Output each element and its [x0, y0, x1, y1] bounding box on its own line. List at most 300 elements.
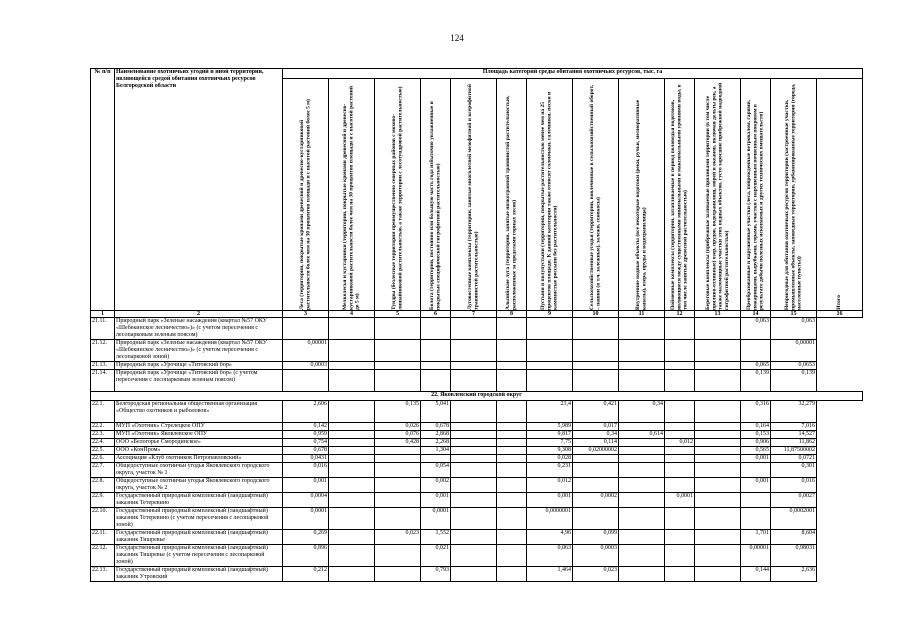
- value-cell: [497, 423, 527, 431]
- row-number: 22.1.: [91, 401, 115, 423]
- value-cell: [329, 530, 375, 545]
- table-row: [91, 431, 863, 439]
- column-number: 3: [283, 311, 329, 318]
- value-cell: [573, 478, 619, 493]
- value-cell: 1,304: [421, 447, 451, 455]
- name-column-header: Наименование охотничьих угодий и иной территории, являющейся средой обитания охотничьих ресурсов Белгородской области: [115, 69, 283, 311]
- value-cell: 0,231: [527, 463, 573, 478]
- row-name: Государственный природный комплексный (ландшафтный) заказник Тишревье: [115, 530, 283, 545]
- value-cell: 5,989: [527, 423, 573, 431]
- value-cell: [451, 370, 497, 392]
- value-cell: [695, 401, 741, 423]
- value-cell: 2,268: [421, 439, 451, 447]
- value-cell: [665, 362, 695, 370]
- value-cell: 0,012: [527, 478, 573, 493]
- category-header-label: Леса (территории, покрытые кронами древесной и древесно-кустарниковой растительности более чем на 30 процентов площади и с высотой растений более 5 м): [299, 99, 312, 310]
- value-cell: 0,0002: [573, 493, 619, 508]
- value-cell: [695, 431, 741, 439]
- column-number: 2: [115, 311, 283, 318]
- table-row: [91, 545, 863, 567]
- value-cell: [451, 423, 497, 431]
- value-cell: [741, 493, 771, 508]
- category-header: [451, 79, 497, 311]
- table-row: [91, 567, 863, 582]
- value-cell: [665, 423, 695, 431]
- value-cell: [619, 530, 665, 545]
- value-cell: [665, 567, 695, 582]
- section-title: 22. Яковлевский городской округ: [91, 392, 863, 401]
- category-header: [497, 79, 527, 311]
- value-cell: [695, 340, 741, 362]
- column-number: 1: [91, 311, 115, 318]
- value-cell: 0,0003: [573, 545, 619, 567]
- value-cell: [375, 362, 421, 370]
- value-cell: [329, 455, 375, 463]
- value-cell: [497, 340, 527, 362]
- column-number: 10: [573, 311, 619, 318]
- value-cell: 0,001: [283, 478, 329, 493]
- value-cell: 0,0653: [771, 362, 817, 370]
- value-cell: 0,678: [421, 423, 451, 431]
- column-number-row: [91, 311, 863, 318]
- value-cell: 2,636: [771, 567, 817, 582]
- table-row: [91, 455, 863, 463]
- value-cell: 0,001: [741, 478, 771, 493]
- value-cell: [695, 463, 741, 478]
- value-cell: [527, 362, 573, 370]
- value-cell: 7,016: [771, 423, 817, 431]
- value-cell: 0,076: [375, 431, 421, 439]
- value-cell: [741, 340, 771, 362]
- category-header-label: Итого: [836, 295, 843, 310]
- value-cell: 0,212: [283, 567, 329, 582]
- value-cell: 0,614: [619, 431, 665, 439]
- category-header: [573, 79, 619, 311]
- value-cell: [451, 530, 497, 545]
- value-cell: [375, 508, 421, 530]
- table-row: [91, 478, 863, 493]
- value-cell: [695, 455, 741, 463]
- value-cell: 0,0001: [421, 508, 451, 530]
- value-cell: 9,308: [527, 447, 573, 455]
- value-cell: [421, 340, 451, 362]
- value-cell: 0,0004: [283, 493, 329, 508]
- value-cell: 0,016: [771, 478, 817, 493]
- value-cell: [665, 478, 695, 493]
- value-cell: 0,00001: [741, 545, 771, 567]
- value-cell: 0,139: [741, 370, 771, 392]
- value-cell: [573, 318, 619, 340]
- category-header: [421, 79, 451, 311]
- value-cell: [329, 508, 375, 530]
- category-header-label: Болота (территории, постоянно или большую часть года избыточно увлажненные и покрытые специфической гигрофитной растительностью): [429, 101, 442, 310]
- value-cell: [527, 318, 573, 340]
- value-cell: 0,065: [741, 362, 771, 370]
- section-row: [91, 392, 863, 401]
- value-cell: [451, 318, 497, 340]
- value-cell: 0,754: [283, 439, 329, 447]
- value-cell: [665, 340, 695, 362]
- value-cell: [375, 545, 421, 567]
- value-cell: [329, 318, 375, 340]
- value-cell: 1,464: [527, 567, 573, 582]
- category-header-label: Пойменные комплексы (территории, затапливаемые в период половодья водотоков, являющиеся между существенными минимальными и максимальными уровнями воды, в том числе занятые древесной растительностью): [670, 84, 689, 310]
- value-cell: [695, 447, 741, 455]
- value-cell: [375, 463, 421, 478]
- column-number: 5: [375, 311, 421, 318]
- row-name: Государственный природный комплексный (ландшафтный) заказник Утровский: [115, 567, 283, 582]
- category-header: [329, 79, 375, 311]
- value-cell: [665, 508, 695, 530]
- value-cell: [329, 362, 375, 370]
- value-cell: 0,142: [283, 423, 329, 431]
- row-name: Общедоступные охотничьи угодья Яковлевского городского округа, участок № 1: [115, 463, 283, 478]
- value-cell: [283, 318, 329, 340]
- value-cell: 0,153: [741, 431, 771, 439]
- value-cell: [573, 463, 619, 478]
- category-header: [665, 79, 695, 311]
- value-cell: [665, 530, 695, 545]
- value-cell: 0,428: [375, 439, 421, 447]
- value-cell: 0,00001: [771, 340, 817, 362]
- value-cell: [451, 508, 497, 530]
- value-cell: [665, 447, 695, 455]
- row-number: 22.4.: [91, 439, 115, 447]
- value-cell: 1,552: [421, 530, 451, 545]
- table-row: [91, 423, 863, 431]
- value-cell: 0,017: [573, 423, 619, 431]
- value-cell: 0,0002001: [771, 508, 817, 530]
- value-cell: [497, 318, 527, 340]
- row-name: МУП «Охотник» Стрелецкое ОПУ: [115, 423, 283, 431]
- value-cell: [695, 567, 741, 582]
- value-cell: [329, 431, 375, 439]
- value-cell: 0,063: [771, 318, 817, 340]
- category-header-label: Пустыни и полупустыни (территории, покрытые растительностью менее чем на 25 процентов площади. К данной категории также относят солончаки, галечники, пески и каменистые россыпи без растительности): [540, 91, 559, 310]
- value-cell: 0,026: [375, 423, 421, 431]
- value-cell: [375, 567, 421, 582]
- category-header: [771, 79, 817, 311]
- value-cell: [497, 439, 527, 447]
- value-cell: 9,817: [527, 431, 573, 439]
- column-number: 16: [817, 311, 863, 318]
- value-cell: 0,114: [573, 439, 619, 447]
- value-cell: 0,021: [421, 545, 451, 567]
- row-number: 21.14.: [91, 370, 115, 392]
- row-name: ООО «КонПром»: [115, 447, 283, 455]
- table-row: [91, 508, 863, 530]
- column-number: 9: [527, 311, 573, 318]
- value-cell: [695, 530, 741, 545]
- value-cell: [451, 431, 497, 439]
- value-cell: [329, 447, 375, 455]
- category-header-label: Мелколесья и кустарники (территории, покрытые кронами древесной и древесно-кустарниковой растительности более чем на 30 процентов площади и с высотой растений до 5 м): [342, 86, 361, 310]
- value-cell: [283, 370, 329, 392]
- value-cell: 0,0000001: [527, 508, 573, 530]
- category-header: [619, 79, 665, 311]
- value-cell: 0,023: [573, 567, 619, 582]
- value-cell: 32,279: [771, 401, 817, 423]
- value-cell: [619, 478, 665, 493]
- value-cell: [451, 478, 497, 493]
- value-cell: 0,139: [771, 370, 817, 392]
- value-cell: 0,34: [573, 431, 619, 439]
- value-cell: 0,02000002: [573, 447, 619, 455]
- value-cell: [451, 340, 497, 362]
- value-cell: 0,002: [421, 478, 451, 493]
- value-cell: [451, 401, 497, 423]
- value-cell: [451, 439, 497, 447]
- row-number: 22.10.: [91, 508, 115, 530]
- row-name: Государственный природный комплексный (ландшафтный) заказник Тишревье (с учетом пересечения с лесопарковой зоной): [115, 545, 283, 567]
- row-number: 22.6.: [91, 455, 115, 463]
- value-cell: [329, 439, 375, 447]
- value-cell: 0,565: [741, 447, 771, 455]
- value-cell: [695, 508, 741, 530]
- category-header-label: Альпийские луга (территории, занятые низкотравной травянистой растительностью, расположенные за пределами горных лесов): [505, 95, 518, 310]
- value-cell: 1,701: [741, 530, 771, 545]
- value-cell: [329, 567, 375, 582]
- value-cell: 2,868: [421, 431, 451, 439]
- value-cell: [573, 362, 619, 370]
- value-cell: 0,028: [527, 455, 573, 463]
- value-cell: 4,96: [527, 530, 573, 545]
- value-cell: [497, 545, 527, 567]
- value-cell: [375, 340, 421, 362]
- row-number: 22.5.: [91, 447, 115, 455]
- row-name: Государственный природный комплексный (ландшафтный) заказник Тетеревино (с учетом пересечения с лесопарковой зоной): [115, 508, 283, 530]
- value-cell: [741, 463, 771, 478]
- column-number: 14: [741, 311, 771, 318]
- value-cell: 0,016: [283, 463, 329, 478]
- category-header-label: Береговые комплексы (прибрежные заливаемые приливами территории (в том числе приливо-отливные) озер, прудов, водохранилищ, морей и океанов, включая дельты рек, а также маломощные участки этих водных объектов, густо заросшие прибрежной надводной гигрофитной растительностью): [704, 82, 730, 310]
- value-cell: [665, 463, 695, 478]
- value-cell: 0,001: [741, 455, 771, 463]
- value-cell: 0,906: [741, 439, 771, 447]
- value-cell: 0,301: [771, 463, 817, 478]
- value-cell: 11,87500002: [771, 447, 817, 455]
- category-header-label: Преобразованные и нарушенные участки (леса, поврежденные ветровалом, гарями, пожарищами, вырубками, горами, участки с нарушенным почвенным покровом в результате добычи полезных ископаемых и других технических вмешательств): [746, 99, 765, 310]
- category-header: [527, 79, 573, 311]
- value-cell: [695, 545, 741, 567]
- value-cell: [329, 478, 375, 493]
- value-cell: [451, 567, 497, 582]
- value-cell: [695, 493, 741, 508]
- value-cell: [619, 362, 665, 370]
- value-cell: [451, 493, 497, 508]
- column-number: 8: [497, 311, 527, 318]
- value-cell: 0,135: [375, 401, 421, 423]
- value-cell: [619, 423, 665, 431]
- value-cell: 5,041: [421, 401, 451, 423]
- value-cell: 0,0027: [771, 493, 817, 508]
- value-cell: [665, 370, 695, 392]
- table-row: [91, 463, 863, 478]
- value-cell: [695, 318, 741, 340]
- category-header-label: Луговостепные комплексы (территории, занятые многолетней мезофитной и ксерофитной травянистой растительностью): [467, 84, 480, 310]
- value-cell: [497, 370, 527, 392]
- value-cell: [695, 370, 741, 392]
- value-cell: [695, 439, 741, 447]
- value-cell: 0,0001: [283, 508, 329, 530]
- value-cell: [619, 340, 665, 362]
- category-header-label: Сельскохозяйственные угодья (территории, вовлеченные в сельскохозяйственный оборот, – пашни (в т.ч. залежные), залежи, сенокосы): [589, 84, 602, 310]
- category-header: [695, 79, 741, 311]
- value-cell: [497, 530, 527, 545]
- page-number: 124: [450, 33, 464, 43]
- value-cell: [619, 447, 665, 455]
- category-header-label: Тундры (безлесные территории преимущественно северных районов с мохово-лишайниковой растительностью, а также территории с лесотундровой растительностью): [391, 86, 404, 310]
- value-cell: [665, 318, 695, 340]
- value-cell: [665, 455, 695, 463]
- row-name: Государственный природный комплексный (ландшафтный) заказник Тетеревино: [115, 493, 283, 508]
- value-cell: [421, 362, 451, 370]
- value-cell: [573, 340, 619, 362]
- value-cell: [695, 478, 741, 493]
- value-cell: [619, 463, 665, 478]
- value-cell: [619, 493, 665, 508]
- row-name: Природный парк «Зеленые насаждения (квартал №57 ОКУ «Шебекинское лесничество»)» (с учетом пересечения с лесопарковым зеленым поясом): [115, 318, 283, 340]
- row-name: Общедоступные охотничьи угодья Яковлевского городского округа, участок № 2: [115, 478, 283, 493]
- value-cell: [619, 508, 665, 530]
- row-name: ООО «Белогорье Смородинское»: [115, 439, 283, 447]
- value-cell: 0,023: [375, 530, 421, 545]
- value-cell: [329, 493, 375, 508]
- area-column-header: Площадь категорий среды обитания охотничьих ресурсов, тыс. га: [283, 69, 863, 79]
- category-header-label: Внутренние водные объекты (все некоторые водотоки (реки, ручьи, мелиоративные каналы), озера, пруды и водохранилища): [635, 99, 648, 310]
- value-cell: [497, 401, 527, 423]
- row-number: 22.7.: [91, 463, 115, 478]
- value-cell: [497, 463, 527, 478]
- value-cell: [451, 545, 497, 567]
- value-cell: [451, 447, 497, 455]
- value-cell: [497, 567, 527, 582]
- habitat-table: [90, 68, 863, 582]
- category-header: [283, 79, 329, 311]
- value-cell: [497, 362, 527, 370]
- table-row: [91, 530, 863, 545]
- table-row: [91, 318, 863, 340]
- column-number: 13: [695, 311, 741, 318]
- value-cell: [497, 447, 527, 455]
- value-cell: 0,421: [573, 401, 619, 423]
- table-row: [91, 493, 863, 508]
- column-number: 7: [451, 311, 497, 318]
- category-header: [741, 79, 771, 311]
- value-cell: [375, 455, 421, 463]
- value-cell: 0,34: [619, 401, 665, 423]
- value-cell: 0,896: [283, 545, 329, 567]
- row-number: 22.2.: [91, 423, 115, 431]
- row-number: 22.3.: [91, 431, 115, 439]
- value-cell: 0,0721: [771, 455, 817, 463]
- value-cell: [375, 370, 421, 392]
- value-cell: [329, 401, 375, 423]
- row-number: 22.13.: [91, 567, 115, 582]
- value-cell: [421, 455, 451, 463]
- value-cell: 0,316: [741, 401, 771, 423]
- column-number: 12: [665, 311, 695, 318]
- column-number: 11: [619, 311, 665, 318]
- row-number: 22.9.: [91, 493, 115, 508]
- row-name: Природный парк «Урочище «Титовский бор» (с учетом пересечения с лесопарковым зеленым поясом): [115, 370, 283, 392]
- value-cell: [329, 545, 375, 567]
- value-cell: 0,0003: [283, 362, 329, 370]
- table-row: [91, 340, 863, 362]
- value-cell: 8,604: [771, 530, 817, 545]
- value-cell: [573, 508, 619, 530]
- num-column-header: № п/п: [91, 69, 115, 311]
- category-header-label: Непригодные для обитания охотничьих ресурсов территории (застроенные участки, промышленные объекты, заповедные территории, урбанизированные территории (города, населенные пункты)): [784, 83, 803, 310]
- value-cell: [497, 431, 527, 439]
- value-cell: [573, 370, 619, 392]
- value-cell: 0,00001: [283, 340, 329, 362]
- row-name: Природный парк «Зеленые насаждения (квартал №57 ОКУ «Шебекинское лесничество»)» (с учетом пересечения с лесопарковой зоной): [115, 340, 283, 362]
- value-cell: [497, 508, 527, 530]
- value-cell: 0,164: [741, 423, 771, 431]
- row-name: Ассоциация «Клуб охотников Петропавловский»: [115, 455, 283, 463]
- value-cell: [375, 318, 421, 340]
- row-name: Белгородская региональная общественная организация «Общество охотников и рыболовов»: [115, 401, 283, 423]
- value-cell: 0,001: [527, 493, 573, 508]
- value-cell: [527, 370, 573, 392]
- value-cell: [375, 478, 421, 493]
- value-cell: [527, 340, 573, 362]
- value-cell: [329, 370, 375, 392]
- column-number: 15: [771, 311, 817, 318]
- value-cell: 0,678: [283, 447, 329, 455]
- value-cell: [375, 447, 421, 455]
- value-cell: 14,527: [771, 431, 817, 439]
- value-cell: [421, 370, 451, 392]
- row-number: 22.11.: [91, 530, 115, 545]
- row-number: 22.12.: [91, 545, 115, 567]
- value-cell: 0,144: [741, 567, 771, 582]
- row-name: Природный парк «Урочище «Титовский бор»: [115, 362, 283, 370]
- value-cell: 0,054: [421, 463, 451, 478]
- row-number: 21.13.: [91, 362, 115, 370]
- value-cell: 0,012: [665, 439, 695, 447]
- value-cell: [695, 423, 741, 431]
- value-cell: [497, 478, 527, 493]
- value-cell: 0,063: [527, 545, 573, 567]
- row-number: 21.12.: [91, 340, 115, 362]
- value-cell: 23,4: [527, 401, 573, 423]
- value-cell: [451, 463, 497, 478]
- value-cell: [665, 431, 695, 439]
- value-cell: 7,75: [527, 439, 573, 447]
- value-cell: [375, 493, 421, 508]
- value-cell: [665, 401, 695, 423]
- value-cell: 0,793: [421, 567, 451, 582]
- column-number: 6: [421, 311, 451, 318]
- table-row: [91, 370, 863, 392]
- value-cell: [497, 455, 527, 463]
- value-cell: [665, 545, 695, 567]
- value-cell: 0,0001: [665, 493, 695, 508]
- row-number: 21.11.: [91, 318, 115, 340]
- value-cell: [451, 455, 497, 463]
- value-cell: 0,063: [741, 318, 771, 340]
- value-cell: 0,269: [283, 530, 329, 545]
- column-number: 4: [329, 311, 375, 318]
- table-row: [91, 362, 863, 370]
- value-cell: [695, 362, 741, 370]
- value-cell: 0,959: [283, 431, 329, 439]
- value-cell: [329, 423, 375, 431]
- category-header: [817, 79, 863, 311]
- value-cell: [421, 318, 451, 340]
